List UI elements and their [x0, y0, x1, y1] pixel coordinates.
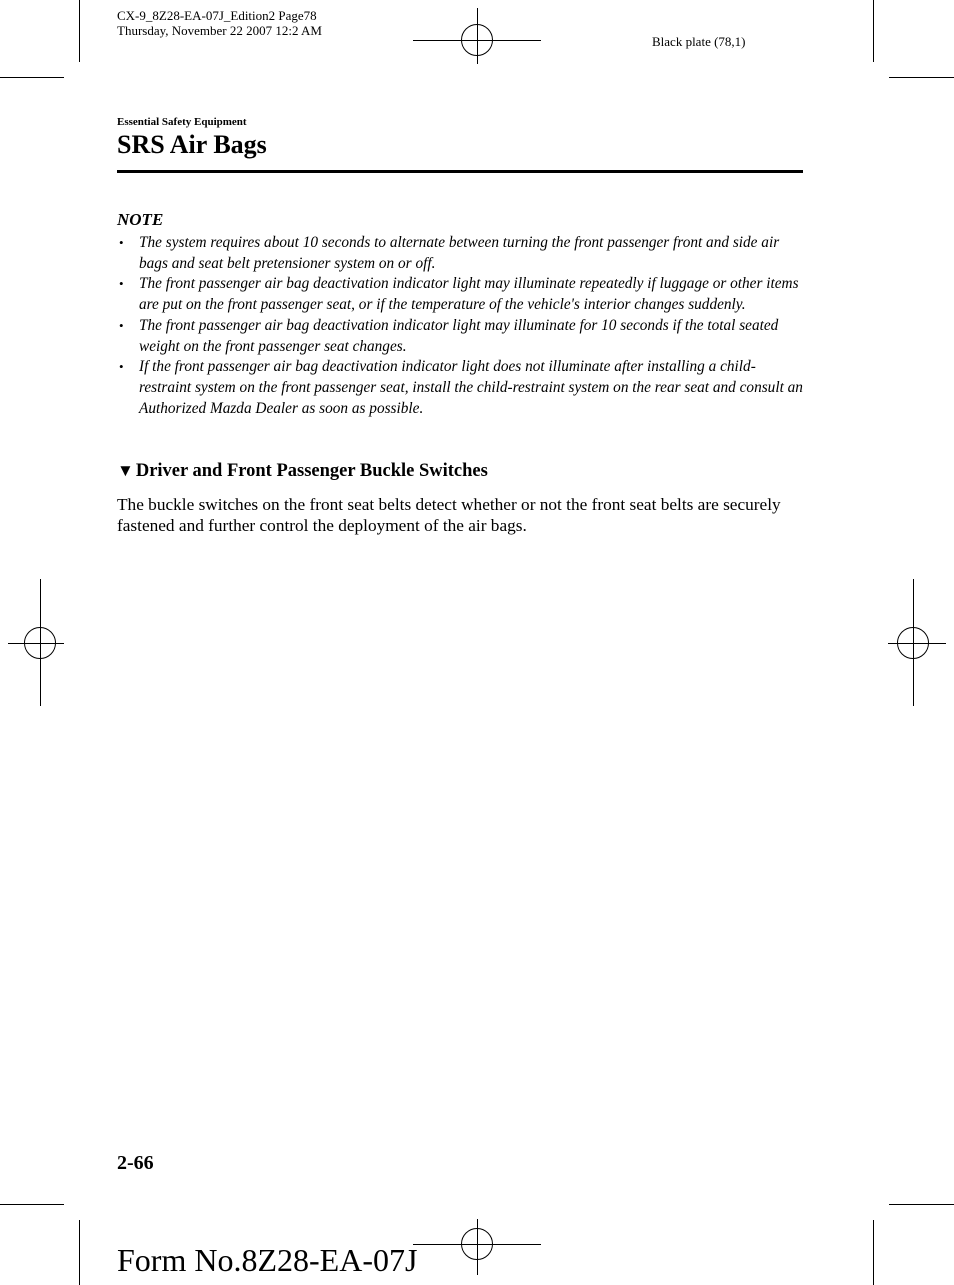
- form-number: Form No.8Z28-EA-07J: [117, 1242, 418, 1278]
- body-paragraph: The buckle switches on the front seat belts detect whether or not the front seat belts are securely fastened and further control the deployment of the air bags.: [117, 495, 781, 535]
- title-rule: [117, 170, 803, 173]
- print-slug-line1: CX-9_8Z28-EA-07J_Edition2 Page78: [117, 8, 317, 23]
- black-plate-label: Black plate (78,1): [652, 34, 746, 49]
- note-item: [117, 357, 803, 419]
- down-triangle-icon: ▼: [117, 461, 134, 480]
- note-item: [117, 274, 803, 315]
- bullet: •: [119, 359, 124, 375]
- subsection-title: Driver and Front Passenger Buckle Switches: [135, 461, 488, 481]
- print-slug: [117, 8, 322, 38]
- print-slug-line2: Thursday, November 22 2007 12:2 AM: [117, 23, 322, 38]
- note-heading: NOTE: [117, 210, 164, 229]
- note-item-text: The system requires about 10 seconds to alternate between turning the front passenger front and side air bags and seat belt pretensioner system on or off.: [139, 234, 780, 272]
- subsection-heading: [117, 461, 488, 482]
- note-item-text: The front passenger air bag deactivation indicator light may illuminate repeatedly if luggage or other items are put on the front passenger seat, or if the temperature of the vehicle's interior changes suddenly.: [139, 275, 799, 314]
- note-item: [117, 316, 803, 357]
- note-item-text: The front passenger air bag deactivation indicator light may illuminate for 10 seconds if the total seated weight on the front passenger seat changes.: [139, 316, 779, 355]
- bullet: •: [119, 317, 124, 333]
- bullet: •: [119, 276, 124, 292]
- note-item-text: If the front passenger air bag deactivation indicator light does not illuminate after installing a child-restraint system on the front passenger seat, install the child-restraint system on the rear seat and consult an Authorized Mazda Dealer as soon as possible.: [139, 358, 803, 417]
- bullet: •: [119, 235, 124, 250]
- note-item: [117, 233, 803, 274]
- note-list: [117, 233, 803, 419]
- section-label: Essential Safety Equipment: [117, 116, 247, 128]
- page-number: 2-66: [117, 1152, 154, 1174]
- page-title: SRS Air Bags: [117, 130, 267, 159]
